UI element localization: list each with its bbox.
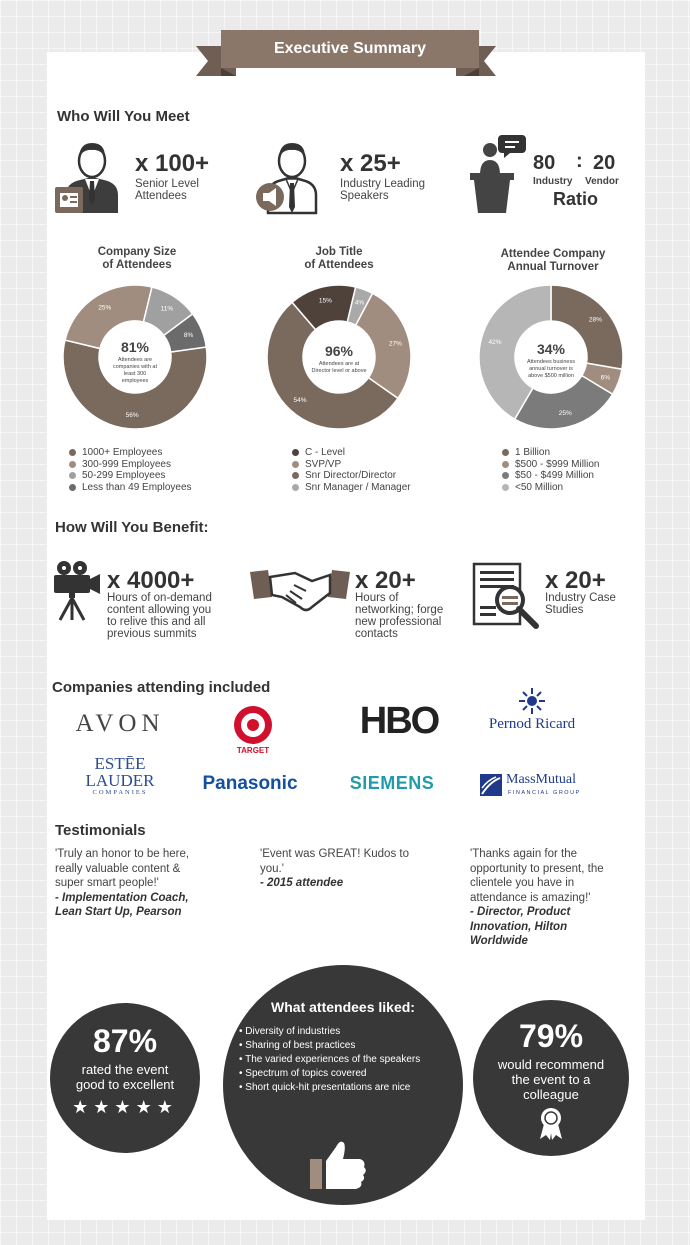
legend-label: 300-999 Employees bbox=[82, 458, 171, 470]
massmutual-text: MassMutual bbox=[506, 772, 576, 787]
networking-line: Hours of bbox=[355, 592, 399, 604]
quote-author: Worldwide bbox=[470, 935, 528, 947]
header-ribbon bbox=[196, 30, 496, 80]
estee-line-3: COMPANIES bbox=[92, 789, 148, 796]
rating-stars bbox=[50, 1097, 200, 1118]
case-study-count: x 20+ bbox=[545, 567, 606, 594]
meet-section-title: Who Will You Meet bbox=[57, 108, 190, 125]
networking-desc bbox=[355, 592, 443, 640]
massmutual-mark-icon bbox=[480, 774, 502, 796]
target-bullseye-icon bbox=[231, 705, 275, 749]
turnover-center-text-2: annual turnover is bbox=[529, 366, 573, 372]
job-legend bbox=[292, 447, 411, 493]
ratio-right: 20 bbox=[593, 152, 616, 174]
size-center-value: 81% bbox=[120, 339, 150, 355]
legend-item bbox=[502, 482, 600, 494]
legend-swatch bbox=[502, 472, 509, 479]
liked-item: • Spectrum of topics covered bbox=[239, 1067, 463, 1081]
legend-label: Less than 49 Employees bbox=[82, 481, 192, 493]
quote-author: - Implementation Coach, bbox=[55, 891, 189, 904]
legend-label: Snr Director/Director bbox=[305, 470, 397, 481]
legend-item bbox=[69, 447, 192, 459]
legend-item bbox=[502, 447, 600, 459]
liked-title: What attendees liked: bbox=[271, 999, 415, 1015]
turnover-legend bbox=[502, 447, 600, 493]
case-study-line: Studies bbox=[545, 604, 584, 616]
job-title-donut bbox=[266, 284, 412, 430]
legend-item bbox=[292, 447, 411, 459]
estee-lauder-logo bbox=[80, 755, 160, 797]
testimonial-1 bbox=[55, 847, 245, 920]
turnover-center-text-3: above $500 million bbox=[528, 373, 574, 379]
handshake-icon bbox=[250, 567, 350, 615]
legend-swatch bbox=[502, 461, 509, 468]
quote-line: 'Thanks again for the bbox=[470, 848, 578, 860]
legend-item bbox=[69, 459, 192, 471]
quote-line: attendance is amazing!' bbox=[470, 891, 591, 904]
on-demand-count: x 4000+ bbox=[107, 567, 195, 594]
senior-label-2: Attendees bbox=[135, 190, 187, 202]
star-icon: ★ bbox=[93, 1097, 115, 1117]
job-center-text-2: Director level or above bbox=[311, 368, 367, 374]
star-icon: ★ bbox=[135, 1097, 157, 1117]
page-title: Executive Summary bbox=[221, 30, 479, 68]
legend-item bbox=[502, 470, 600, 482]
slice-label: 4% bbox=[354, 299, 365, 307]
on-demand-desc bbox=[107, 592, 212, 640]
turnover-chart-title-line1: Attendee Company bbox=[500, 248, 606, 260]
size-center-text-1: Attendees are bbox=[117, 357, 153, 363]
quote-line: clientele you have in bbox=[470, 877, 575, 889]
estee-line-1: ESTĒE bbox=[94, 754, 146, 773]
rating-line-1: rated the event bbox=[81, 1062, 169, 1077]
quote-author: - 2015 attendee bbox=[260, 877, 344, 889]
turnover-chart-title bbox=[478, 248, 628, 274]
job-center-value: 96% bbox=[324, 343, 354, 359]
job-chart-title-line1: Job Title bbox=[315, 246, 363, 258]
liked-item: • Sharing of best practices bbox=[239, 1039, 463, 1053]
networking-line: contacts bbox=[355, 628, 398, 640]
slice-label: 25% bbox=[558, 410, 572, 418]
case-study-icon bbox=[472, 562, 544, 630]
recommend-value: 79% bbox=[518, 1018, 584, 1054]
ratio-left: 80 bbox=[533, 152, 556, 174]
testimonial-2 bbox=[260, 847, 450, 891]
speaker-label-2: Speakers bbox=[340, 190, 389, 202]
senior-count: x 100+ bbox=[135, 150, 210, 177]
job-center-text-1: Attendees are at bbox=[318, 361, 360, 367]
size-center-text-2: companies with at bbox=[112, 364, 158, 370]
donut-hole bbox=[515, 321, 587, 393]
legend-item bbox=[292, 482, 411, 494]
networking-line: networking; forge bbox=[355, 604, 444, 616]
hbo-logo: HBO bbox=[359, 700, 439, 742]
award-ribbon-icon bbox=[536, 1106, 566, 1140]
quote-line: really valuable content & bbox=[55, 862, 181, 875]
legend-label: 1000+ Employees bbox=[82, 447, 163, 458]
slice-label: 42% bbox=[488, 338, 502, 346]
massmutual-subtext: FINANCIAL GROUP bbox=[508, 790, 581, 796]
legend-swatch bbox=[292, 472, 299, 479]
pernod-sun-icon bbox=[515, 686, 549, 716]
legend-swatch bbox=[69, 472, 76, 479]
companies-section-title: Companies attending included bbox=[52, 679, 271, 696]
legend-swatch bbox=[292, 449, 299, 456]
testimonial-3 bbox=[470, 847, 640, 949]
pernod-ricard-logo bbox=[470, 686, 594, 733]
avon-logo: AVON bbox=[75, 710, 165, 737]
legend-item bbox=[292, 470, 411, 482]
quote-author: Innovation, Hilton bbox=[470, 920, 568, 933]
quote-line: super smart people!' bbox=[55, 877, 159, 889]
legend-swatch bbox=[69, 484, 76, 491]
star-icon: ★ bbox=[72, 1097, 94, 1117]
speaker-icon bbox=[252, 135, 332, 215]
legend-label: Snr Manager / Manager bbox=[305, 481, 411, 493]
turnover-chart-title-line2: Annual Turnover bbox=[507, 261, 599, 273]
legend-swatch bbox=[502, 484, 509, 491]
liked-item: • Diversity of industries bbox=[239, 1025, 463, 1039]
panasonic-logo: Panasonic bbox=[202, 773, 298, 794]
ratio-left-label: Industry bbox=[533, 176, 573, 187]
legend-item bbox=[502, 459, 600, 471]
quote-line: you.' bbox=[260, 862, 284, 875]
legend-label: $50 - $499 Million bbox=[515, 470, 594, 481]
speaker-count: x 25+ bbox=[340, 150, 401, 177]
recommend-line-2: the event to a bbox=[511, 1072, 591, 1087]
testimonials-section-title: Testimonials bbox=[55, 822, 146, 839]
slice-label: 8% bbox=[183, 331, 194, 339]
on-demand-line: Hours of on-demand bbox=[107, 592, 212, 604]
target-logo bbox=[228, 705, 278, 755]
slice-label: 25% bbox=[98, 304, 112, 312]
legend-item bbox=[292, 459, 411, 471]
speaker-label-1: Industry Leading bbox=[340, 178, 426, 190]
legend-swatch bbox=[292, 461, 299, 468]
slice-label: 15% bbox=[318, 297, 332, 305]
on-demand-line: to relive this and all bbox=[107, 616, 206, 628]
quote-author: - Director, Product bbox=[470, 906, 571, 918]
liked-circle bbox=[223, 965, 463, 1205]
legend-item bbox=[69, 470, 192, 482]
recommend-circle bbox=[473, 1000, 629, 1156]
liked-list bbox=[239, 1025, 463, 1095]
liked-item: • The varied experiences of the speakers bbox=[239, 1053, 463, 1067]
legend-label: C - Level bbox=[305, 447, 346, 458]
turnover-center-value: 34% bbox=[536, 341, 566, 357]
quote-line: opportunity to present, the bbox=[470, 862, 604, 875]
legend-label: 50-299 Employees bbox=[82, 470, 166, 481]
legend-item bbox=[69, 482, 192, 494]
legend-swatch bbox=[69, 449, 76, 456]
legend-swatch bbox=[502, 449, 509, 456]
target-logo-text: TARGET bbox=[236, 746, 270, 755]
benefit-section-title: How Will You Benefit: bbox=[55, 519, 209, 536]
star-icon: ★ bbox=[114, 1097, 136, 1117]
rating-line-2: good to excellent bbox=[75, 1077, 175, 1092]
pernod-logo-text: Pernod Ricard bbox=[488, 716, 576, 732]
job-chart-title-line2: of Attendees bbox=[304, 259, 374, 271]
size-chart-title bbox=[62, 246, 212, 272]
case-study-desc bbox=[545, 592, 616, 616]
turnover-center-text-1: Attendees business bbox=[526, 359, 576, 365]
size-center-text-4: employees bbox=[121, 378, 149, 384]
legend-label: SVP/VP bbox=[305, 458, 342, 470]
slice-label: 11% bbox=[160, 305, 174, 313]
quote-line: 'Event was GREAT! Kudos to bbox=[260, 848, 409, 860]
slice-label: 28% bbox=[588, 316, 602, 324]
podium-icon bbox=[468, 133, 528, 215]
on-demand-line: content allowing you bbox=[107, 604, 212, 616]
star-icon: ★ bbox=[156, 1097, 178, 1117]
video-camera-icon bbox=[50, 560, 102, 622]
senior-attendee-icon bbox=[52, 135, 132, 215]
slice-label: 27% bbox=[388, 340, 402, 348]
legend-label: $500 - $999 Million bbox=[515, 458, 600, 470]
job-chart-title bbox=[264, 246, 414, 272]
legend-swatch bbox=[292, 484, 299, 491]
legend-label: 1 Billion bbox=[515, 447, 551, 458]
quote-author: Lean Start Up, Pearson bbox=[55, 906, 182, 918]
recommend-line-1: would recommend bbox=[497, 1057, 605, 1072]
estee-line-2: LAUDER bbox=[85, 771, 155, 790]
thumbs-up-icon bbox=[308, 1137, 372, 1191]
ratio-separator: : bbox=[576, 150, 583, 172]
networking-line: new professional bbox=[355, 616, 442, 628]
slice-label: 6% bbox=[600, 374, 611, 382]
siemens-logo: SIEMENS bbox=[349, 773, 435, 793]
rating-circle bbox=[50, 1003, 200, 1153]
slice-label: 54% bbox=[293, 396, 307, 404]
size-legend bbox=[69, 447, 192, 493]
liked-item: • Short quick-hit presentations are nice bbox=[239, 1081, 463, 1095]
on-demand-line: previous summits bbox=[107, 628, 197, 640]
size-chart-title-line2: of Attendees bbox=[102, 259, 172, 271]
legend-label: <50 Million bbox=[515, 481, 564, 493]
size-chart-title-line1: Company Size bbox=[97, 246, 177, 258]
ratio-right-label: Vendor bbox=[585, 176, 619, 187]
turnover-donut bbox=[478, 284, 624, 430]
size-center-text-3: least 300 bbox=[123, 371, 147, 377]
networking-count: x 20+ bbox=[355, 567, 416, 594]
case-study-line: Industry Case bbox=[545, 592, 616, 604]
recommend-line-3: colleague bbox=[523, 1087, 579, 1102]
senior-label-1: Senior Level bbox=[135, 178, 199, 190]
massmutual-logo bbox=[480, 772, 596, 800]
ratio-word: Ratio bbox=[553, 189, 598, 209]
legend-swatch bbox=[69, 461, 76, 468]
company-size-donut bbox=[62, 284, 208, 430]
quote-line: 'Truly an honor to be here, bbox=[55, 848, 190, 860]
rating-value: 87% bbox=[92, 1023, 158, 1059]
slice-label: 56% bbox=[125, 411, 139, 419]
